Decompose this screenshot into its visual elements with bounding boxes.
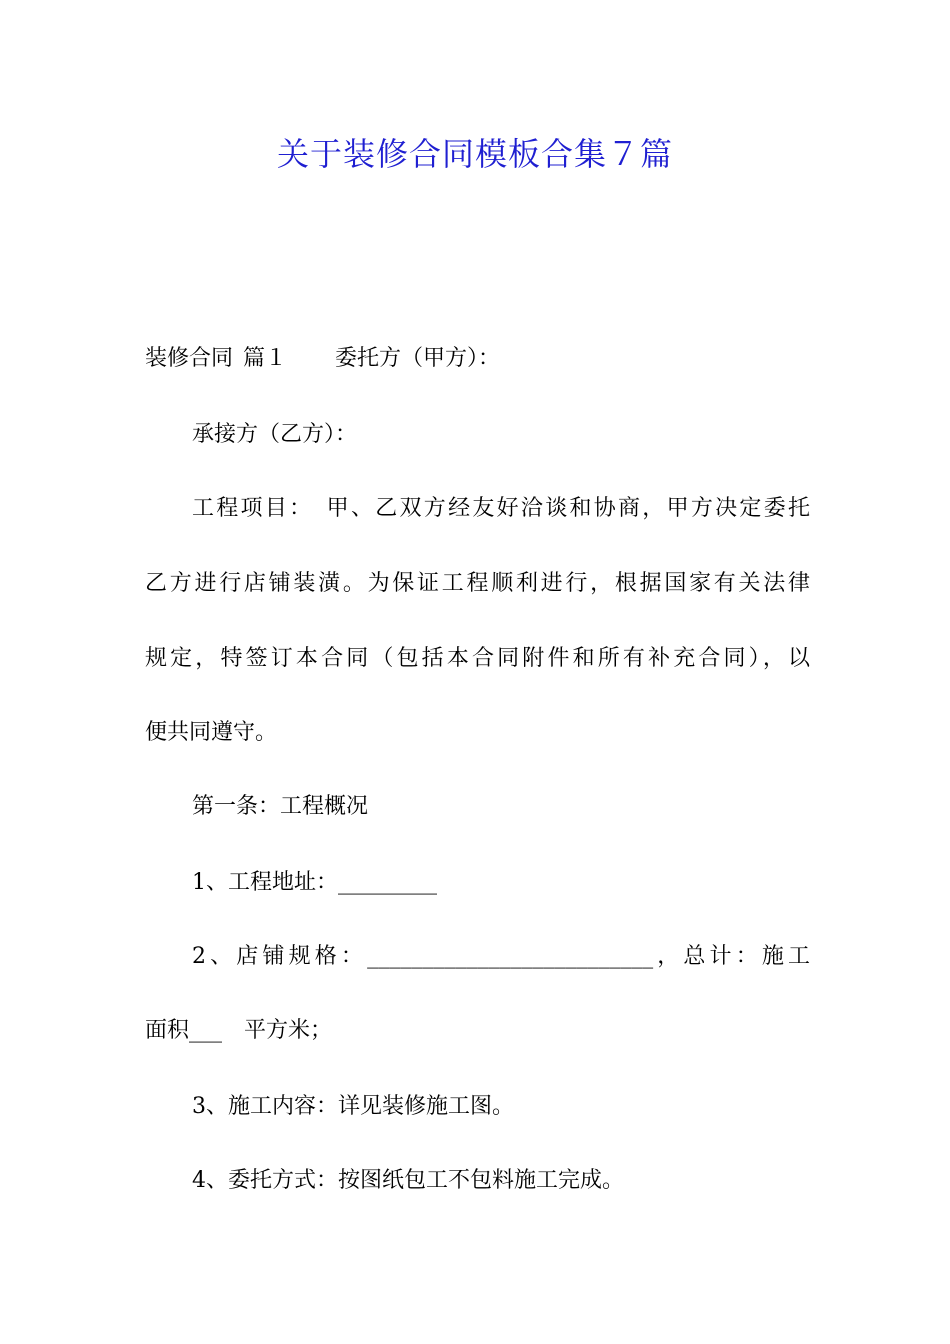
list-item-continuation: 面积___ 平方米； <box>145 1018 333 1043</box>
paragraph-line: 便共同遵守。 <box>145 720 278 745</box>
client-label: 委托方（甲方）： <box>335 346 501 371</box>
paragraph-line: 乙方进行店铺装潢。为保证工程顺利进行，根据国家有关法律 <box>145 571 810 596</box>
list-item: 1、工程地址：_________ <box>192 870 437 895</box>
section-label: 装修合同 <box>145 346 234 371</box>
list-item: 2、店铺规格：__________________________，总计：施工 <box>192 944 810 969</box>
paragraph-line: 工程项目： 甲、乙双方经友好洽谈和协商，甲方决定委托 <box>192 496 810 521</box>
article-heading: 第一条：工程概况 <box>192 794 369 819</box>
paragraph-line: 规定，特签订本合同（包括本合同附件和所有补充合同），以 <box>145 646 810 671</box>
document-title: 关于装修合同模板合集７篇 <box>276 135 673 173</box>
contractor-label: 承接方（乙方）： <box>192 422 358 447</box>
list-item: 4、委托方式：按图纸包工不包料施工完成。 <box>192 1168 624 1193</box>
contract-heading-line <box>145 342 810 376</box>
part-label: 篇１ <box>243 346 288 371</box>
list-item: 3、施工内容：详见装修施工图。 <box>192 1094 514 1119</box>
